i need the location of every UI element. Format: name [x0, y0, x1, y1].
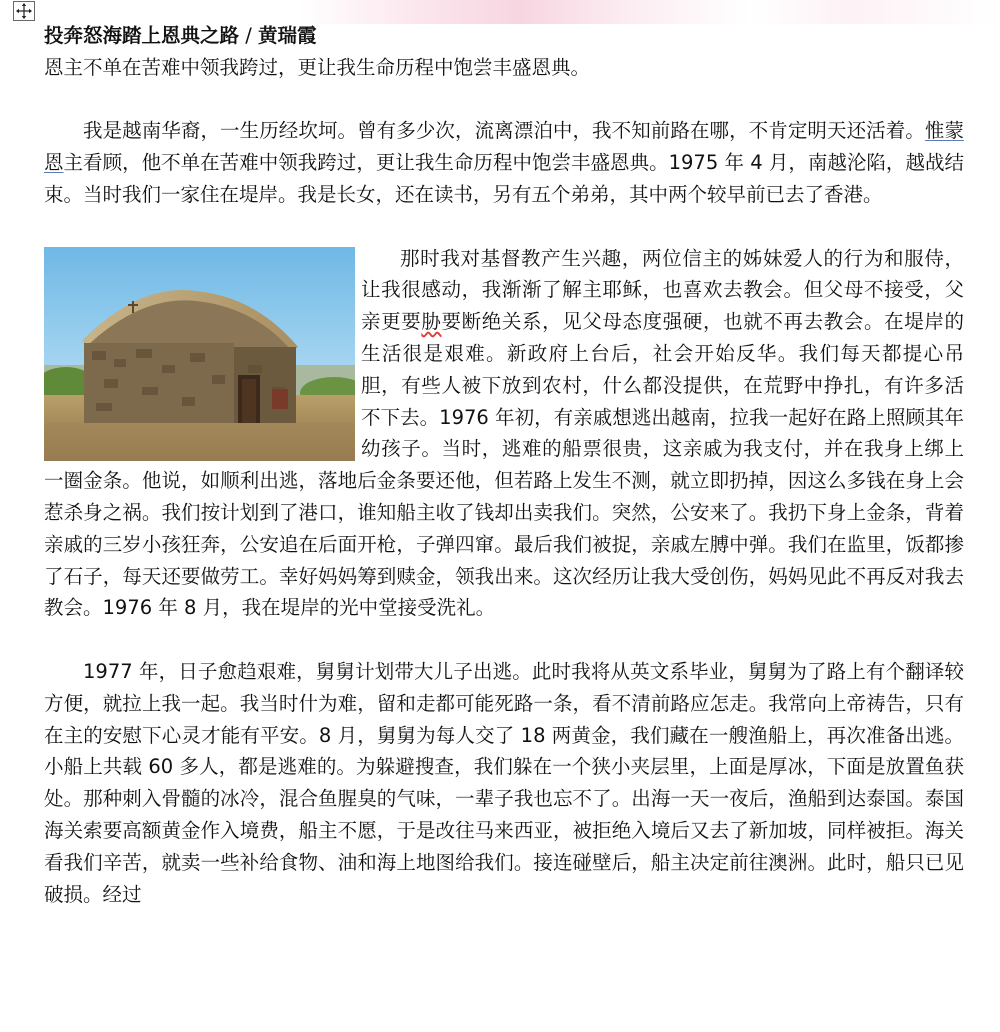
- paragraph-3: 1977 年，日子愈趋艰难，舅舅计划带大儿子出逃。此时我将从英文系毕业，舅舅为了路上有个翻译较方便，就拉上我一起。我当时什为难，留和走都可能死路一条，看不清前路应怎走。我常向上帝祷告，只有在主的安慰下心灵才能有平安。8 月，舅舅为每人交了 18 两黄金，我们藏在一艘渔船上，再次准备出逃。小船上共载 60 多人，都是逃难的。为躲避搜查，我们躲在一个狭小夹层里，上面是厚冰，下面是放置鱼获处。那种刺入骨髓的冰冷，混合鱼腥臭的气味，一辈子我也忘不了。出海一天一夜后，渔船到达泰国。泰国海关索要高额黄金作入境费，船主不愿，于是改往马来西亚，被拒绝入境后又去了新加坡，同样被拒。海关看我们辛苦，就卖一些补给食物、油和海上地图给我们。接连碰壁后，船主决定前往澳洲。此时，船只已见破损。经过: [44, 659, 964, 906]
- church-photo: [44, 247, 355, 461]
- paragraph-1-text-a: 我是越南华裔，一生历经坎坷。曾有多少次，流离漂泊中，我不知前路在哪，不肯定明天还活着。: [83, 119, 925, 143]
- title-separator: /: [239, 24, 258, 47]
- spelling-marked-word[interactable]: 胁: [421, 310, 442, 334]
- move-handle-icon[interactable]: [12, 0, 36, 22]
- article-subtitle: 恩主不单在苦难中领我跨过，更让我生命历程中饱尝丰盛恩典。: [44, 55, 591, 79]
- paragraph-2-text-a: 那时我对基督教产生兴趣，两位信主的姊妹爱人的行为和服侍，让我很感动，我渐渐了解主耶稣，也喜欢去教会。但父母不接受，父亲更要: [361, 246, 964, 334]
- paragraph-1-text-b: 主看顾，他不单在苦难中领我跨过，更让我生命历程中饱尝丰盛恩典。1975 年 4 月，南越沦陷，越战结束。当时我们一家住在堤岸。我是长女，还在读书，另有五个弟弟，其中两个较早前已去了香港。: [44, 151, 964, 206]
- article-heading: [44, 20, 964, 52]
- article-author: 黄瑞霞: [257, 24, 317, 47]
- article-title: 投奔怒海踏上恩典之路: [44, 24, 240, 47]
- paragraph-2-text-b: 要断绝关系，见父母态度强硬，也就不再去教会。在堤岸的生活很是艰难。新政府上台后，社会开始反华。我们每天都提心吊胆，有些人被下放到农村，什么都没提供，在荒野中挣扎，有许多活不下去。1976 年初，有亲戚想逃出越南，拉我一起好在路上照顾其年幼孩子。当时，逃难的船票很贵，这亲戚为我支付，并在我身上绑上一圈金条。他说，如顺利出逃，落地后金条要还他，但若路上发生不测，就立即扔掉，因这么多钱在身上会惹杀身之祸。我们按计划到了港口，谁知船主收了钱却出卖我们。突然，公安来了。我扔下身上金条，背着亲戚的三岁小孩狂奔，公安追在后面开枪，子弹四窜。最后我们被捉，亲戚左膊中弹。我们在监里，饭都掺了石子，每天还要做劳工。幸好妈妈筹到赎金，领我出来。这次经历让我大受创伤，妈妈见此不再反对我去教会。1976 年 8 月，我在堤岸的光中堂接受洗礼。: [44, 310, 964, 620]
- paragraph-1: [44, 115, 964, 210]
- document-body: [44, 20, 964, 910]
- grammar-marked-phrase[interactable]: 惟蒙恩: [44, 119, 964, 175]
